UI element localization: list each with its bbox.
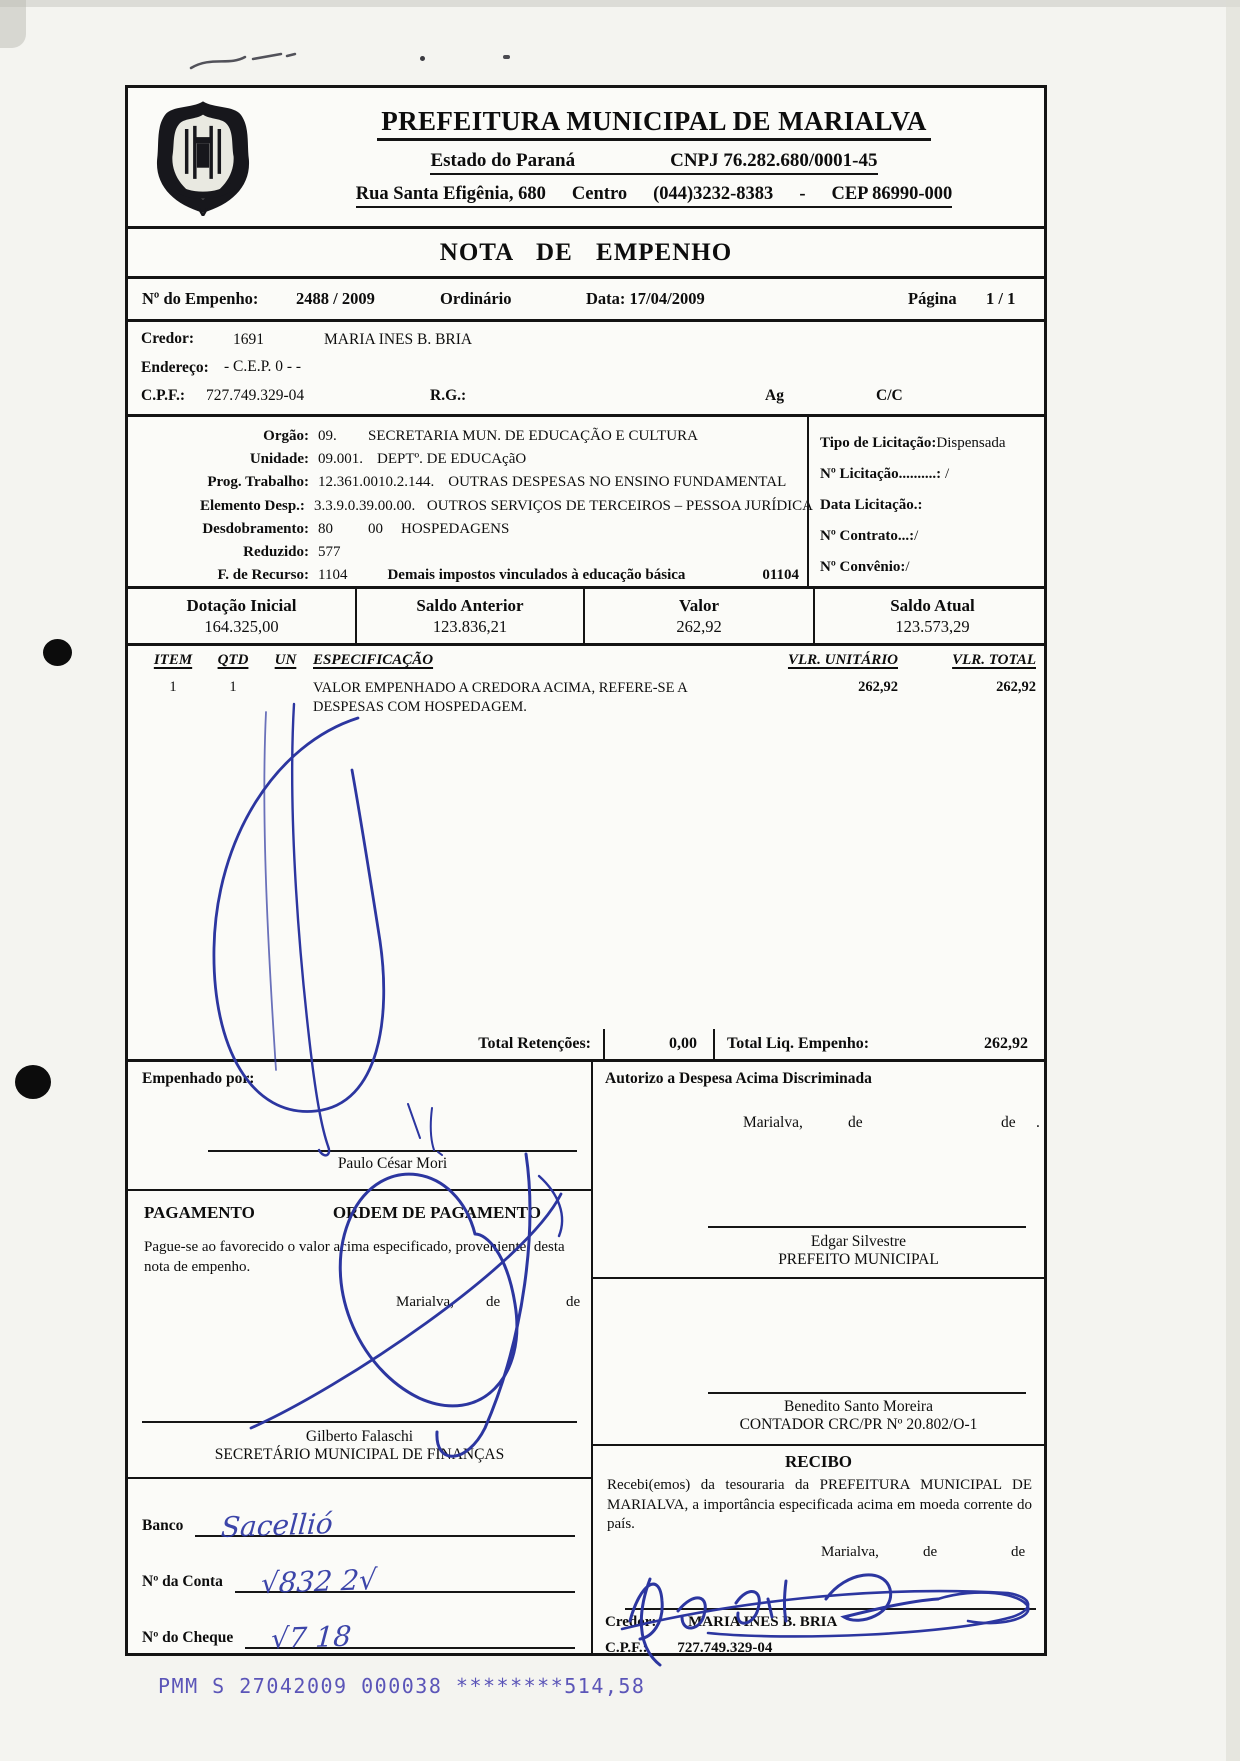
banco-label: Banco (142, 1517, 184, 1534)
letterhead-line-3 (356, 184, 953, 208)
cc-label: C/C (876, 387, 903, 404)
mayor-name: Edgar Silvestre (810, 1233, 907, 1250)
row-label: Unidade: (249, 451, 309, 468)
credor-block (128, 322, 1044, 417)
item-qtd: 1 (229, 679, 237, 695)
col-un: UN (274, 652, 297, 668)
recibo-text: Recebi(emos) da tesouraria da PREFEITURA MUNICIPAL DE MARIALVA, a importância especificada acima em moeda corrente do país. (607, 1477, 1032, 1532)
row-code: 12.361.0010.2.144. (318, 474, 435, 491)
col-qtd: QTD (217, 652, 249, 668)
row-desc: OUTROS SERVIÇOS DE TERCEIROS – PESSOA JURÍDICA (426, 497, 813, 514)
classification-row-unidade (128, 448, 813, 471)
credor-label: Credor: (141, 330, 195, 347)
cheque-write-line (245, 1615, 575, 1656)
page-value: 1 / 1 (986, 289, 1016, 308)
endereco-value: - C.E.P. 0 - - (224, 358, 302, 375)
scan-ink-dot-lower (15, 1065, 51, 1099)
row-subcode: 00 (368, 520, 383, 537)
lic-value: Dispensada (936, 435, 1006, 451)
row-code: 09. (318, 428, 337, 444)
retencoes-row (128, 1029, 1044, 1062)
pagamento-city-row (128, 1294, 591, 1318)
total-retencoes-value: 0,00 (669, 1035, 697, 1052)
de-label: de (486, 1293, 501, 1310)
classification-rows (128, 417, 813, 586)
banco-write-line (195, 1503, 575, 1545)
conta-row (142, 1559, 575, 1601)
lic-value: / (914, 528, 919, 544)
nota-de-empenho-form (125, 85, 1047, 1656)
pen-mark-top (185, 46, 305, 76)
cpf-label: C.P.F.: (141, 387, 186, 404)
lic-label: Tipo de Licitação: (820, 435, 937, 451)
items-table-header (128, 646, 1044, 669)
page-label: Página (908, 289, 957, 308)
rg-label: R.G.: (430, 387, 467, 404)
lic-label: Nº Licitação..........: (820, 466, 942, 482)
recibo-credor-value: MARIA INES B. BRIA (688, 1614, 838, 1630)
ordem-de-pagamento-title: ORDEM DE PAGAMENTO (332, 1203, 541, 1222)
col-vlr-total: VLR. TOTAL (952, 652, 1036, 668)
col-vlr-unitario: VLR. UNITÁRIO (787, 652, 898, 668)
licitacao-tipo (820, 428, 1044, 459)
conta-label: Nº da Conta (142, 1573, 223, 1590)
banco-handwritten-value: Sacellió (220, 1506, 335, 1545)
empenhado-por-label: Empenhado por: (142, 1070, 255, 1087)
org-dash: - (799, 184, 806, 204)
lic-label: Nº Contrato...: (820, 528, 915, 544)
contador-box (593, 1277, 1044, 1444)
licitacao-convenio (820, 552, 1044, 583)
pagamento-titles (128, 1191, 591, 1223)
valor-cell (583, 589, 813, 643)
scan-artifact-right-edge (1226, 0, 1240, 1761)
contador-name: Benedito Santo Moreira (784, 1398, 933, 1415)
row-code: 09.001. (318, 451, 363, 468)
credor-code: 1691 (233, 331, 264, 348)
org-address: Rua Santa Efigênia, 680 (355, 184, 546, 204)
dotacao-inicial-cell (128, 589, 355, 643)
total-value: 262,92 (676, 616, 722, 636)
pen-mark-dot-2 (503, 55, 510, 59)
finance-signer-role: SECRETÁRIO MUNICIPAL DE FINANÇAS (214, 1446, 505, 1464)
cheque-label: Nº do Cheque (142, 1629, 234, 1646)
org-name: PREFEITURA MUNICIPAL DE MARIALVA (377, 106, 931, 141)
recibo-city-row (593, 1544, 1044, 1568)
item-vlr-unitario: 262,92 (858, 679, 898, 695)
empenhado-por-box (128, 1062, 591, 1189)
classification-row-elemento (128, 495, 813, 518)
row-desc: HOSPEDAGENS (401, 520, 510, 537)
items-table (128, 646, 1044, 1029)
autorizo-city-row (593, 1114, 1044, 1138)
empenho-number-row (128, 279, 1044, 322)
empenho-number-label: Nº do Empenho: (142, 289, 259, 308)
empenho-date: Data: 17/04/2009 (586, 289, 705, 308)
mayor-signature-line (708, 1226, 1026, 1228)
classification-row-reduzido (128, 541, 813, 564)
row-label: Elemento Desp.: (199, 497, 305, 514)
cpf-value: 727.749.329-04 (206, 387, 305, 404)
finance-signer-name: Gilberto Falaschi (305, 1428, 414, 1445)
city-label: Marialva, (396, 1293, 454, 1310)
org-district: Centro (571, 184, 628, 204)
licitacao-data (820, 490, 1044, 521)
banco-row (142, 1503, 575, 1545)
mayor-role: PREFEITO MUNICIPAL (778, 1251, 939, 1269)
item-especificacao: VALOR EMPENHADO A CREDORA ACIMA, REFERE-SE A DESPESAS COM HOSPEDAGEM. (313, 680, 687, 716)
total-header: Valor (679, 595, 719, 615)
pagamento-title: PAGAMENTO (144, 1203, 255, 1222)
conta-handwritten-value: √832 2√ (259, 1562, 378, 1601)
classification-row-desdobramento (128, 518, 813, 541)
scan-artifact-corner (0, 0, 26, 48)
coat-of-arms-logo (128, 98, 278, 216)
pagamento-box (128, 1189, 591, 1477)
right-signature-column (593, 1062, 1044, 1656)
de-label: de (1011, 1544, 1026, 1560)
marialva-crest-icon (152, 98, 254, 216)
recibo-title: RECIBO (784, 1452, 853, 1471)
pen-mark-dot-1 (420, 56, 425, 61)
org-cep: CEP 86990-000 (831, 184, 953, 204)
total-retencoes-label: Total Retenções: (478, 1035, 591, 1052)
city-label: Marialva, (743, 1114, 803, 1131)
de-label: de (848, 1114, 863, 1131)
recibo-credor-label: Credor: (605, 1614, 657, 1630)
total-value: 123.836,21 (432, 616, 508, 636)
scan-artifact-top-edge (0, 0, 1240, 7)
empenho-type: Ordinário (440, 289, 512, 308)
licitacao-numero (820, 459, 1044, 490)
de-label: de (1001, 1114, 1016, 1131)
lic-label: Data Licitação.: (820, 497, 923, 513)
row-extra-code: 01104 (762, 567, 799, 584)
item-row (128, 669, 1044, 717)
total-liq-empenho-value: 262,92 (984, 1035, 1028, 1052)
letterhead-text (278, 106, 1044, 208)
licitacao-box (807, 417, 1044, 586)
empenhado-signature-line (208, 1150, 577, 1152)
empenhado-signer-name: Paulo César Mori (337, 1155, 448, 1172)
total-header: Saldo Atual (890, 595, 975, 615)
recibo-credor-line (605, 1614, 837, 1631)
row-desc: SECRETARIA MUN. DE EDUCAÇÃO E CULTURA (368, 428, 698, 444)
item-number: 1 (169, 679, 177, 695)
recibo-cpf-line (605, 1640, 772, 1657)
budget-classification-block (128, 417, 1044, 589)
lic-value: / (941, 466, 950, 482)
signatures-section (128, 1062, 1044, 1656)
col-especificacao: ESPECIFICAÇÃO (313, 652, 434, 668)
letterhead-line-2 (430, 150, 877, 175)
org-cnpj: CNPJ 76.282.680/0001-45 (670, 150, 878, 171)
row-code: 80 (318, 520, 333, 537)
endereco-label: Endereço: (141, 359, 209, 376)
total-header: Saldo Anterior (416, 595, 524, 615)
credor-name: MARIA INES B. BRIA (324, 331, 473, 348)
org-phone: (044)3232-8383 (653, 184, 774, 204)
balance-totals-row (128, 589, 1044, 646)
de-label: de (923, 1544, 938, 1560)
recibo-signature-line (625, 1608, 1036, 1610)
pagamento-text: Pague-se ao favorecido o valor acima especificado, proveniente, desta nota de empenho. (144, 1239, 565, 1276)
recibo-cpf-value: 727.749.329-04 (677, 1640, 773, 1656)
left-signature-column (128, 1062, 593, 1656)
row-desc: DEPTº. DE EDUCAçãO (377, 451, 527, 468)
classification-row-prog-trabalho (128, 471, 813, 494)
classification-row-orgao (128, 425, 813, 448)
contador-signature-line (708, 1392, 1026, 1394)
conta-write-line (235, 1559, 575, 1601)
recibo-cpf-label: C.P.F.: (605, 1640, 648, 1656)
cheque-handwritten-value: √7 18 (270, 1619, 353, 1656)
total-value: 164.325,00 (204, 616, 279, 636)
bank-details-box (128, 1477, 591, 1656)
row-label: Prog. Trabalho: (207, 474, 309, 491)
de-label: de (566, 1293, 581, 1310)
total-liq-empenho-label: Total Liq. Empenho: (727, 1035, 870, 1052)
ag-label: Ag (765, 387, 784, 404)
empenho-number-value: 2488 / 2009 (296, 289, 375, 308)
letterhead (128, 88, 1044, 229)
finance-signature-line (142, 1421, 577, 1423)
row-code: 3.3.9.0.39.00.00. (313, 497, 416, 514)
item-vlr-total: 262,92 (996, 679, 1036, 695)
lic-value: / (905, 559, 910, 575)
licitacao-contrato (820, 521, 1044, 552)
row-code: 1104 (318, 567, 348, 584)
row-label: F. de Recurso: (217, 567, 309, 584)
contador-role: CONTADOR CRC/PR Nº 20.802/O-1 (739, 1416, 978, 1434)
row-label: Reduzido: (243, 544, 309, 561)
org-state: Estado do Paraná (430, 150, 576, 171)
autorizo-box (593, 1062, 1044, 1277)
dot-mark: . (1036, 1114, 1040, 1131)
classification-row-recurso (128, 564, 813, 587)
total-header: Dotação Inicial (186, 595, 297, 615)
row-desc: OUTRAS DESPESAS NO ENSINO FUNDAMENTAL (448, 474, 787, 491)
row-label: Desdobramento: (202, 520, 309, 537)
col-item: ITEM (153, 652, 193, 668)
city-label: Marialva, (821, 1544, 879, 1560)
saldo-anterior-cell (355, 589, 583, 643)
cheque-row (142, 1615, 575, 1656)
saldo-atual-cell (813, 589, 1050, 643)
autorizo-title: Autorizo a Despesa Acima Discriminada (605, 1070, 872, 1087)
scan-ink-dot-upper (43, 639, 72, 666)
row-label: Orgão: (263, 428, 309, 444)
lic-label: Nº Convênio: (820, 559, 906, 575)
total-value: 123.573,29 (895, 616, 970, 636)
row-desc: Demais impostos vinculados à educação básica (387, 567, 686, 584)
row-code: 577 (318, 544, 341, 561)
dot-matrix-footer-line: PMM S 27042009 000038 ********514,58 (158, 1674, 646, 1698)
recibo-box (593, 1444, 1044, 1656)
document-title: NOTA DE EMPENHO (128, 229, 1044, 279)
